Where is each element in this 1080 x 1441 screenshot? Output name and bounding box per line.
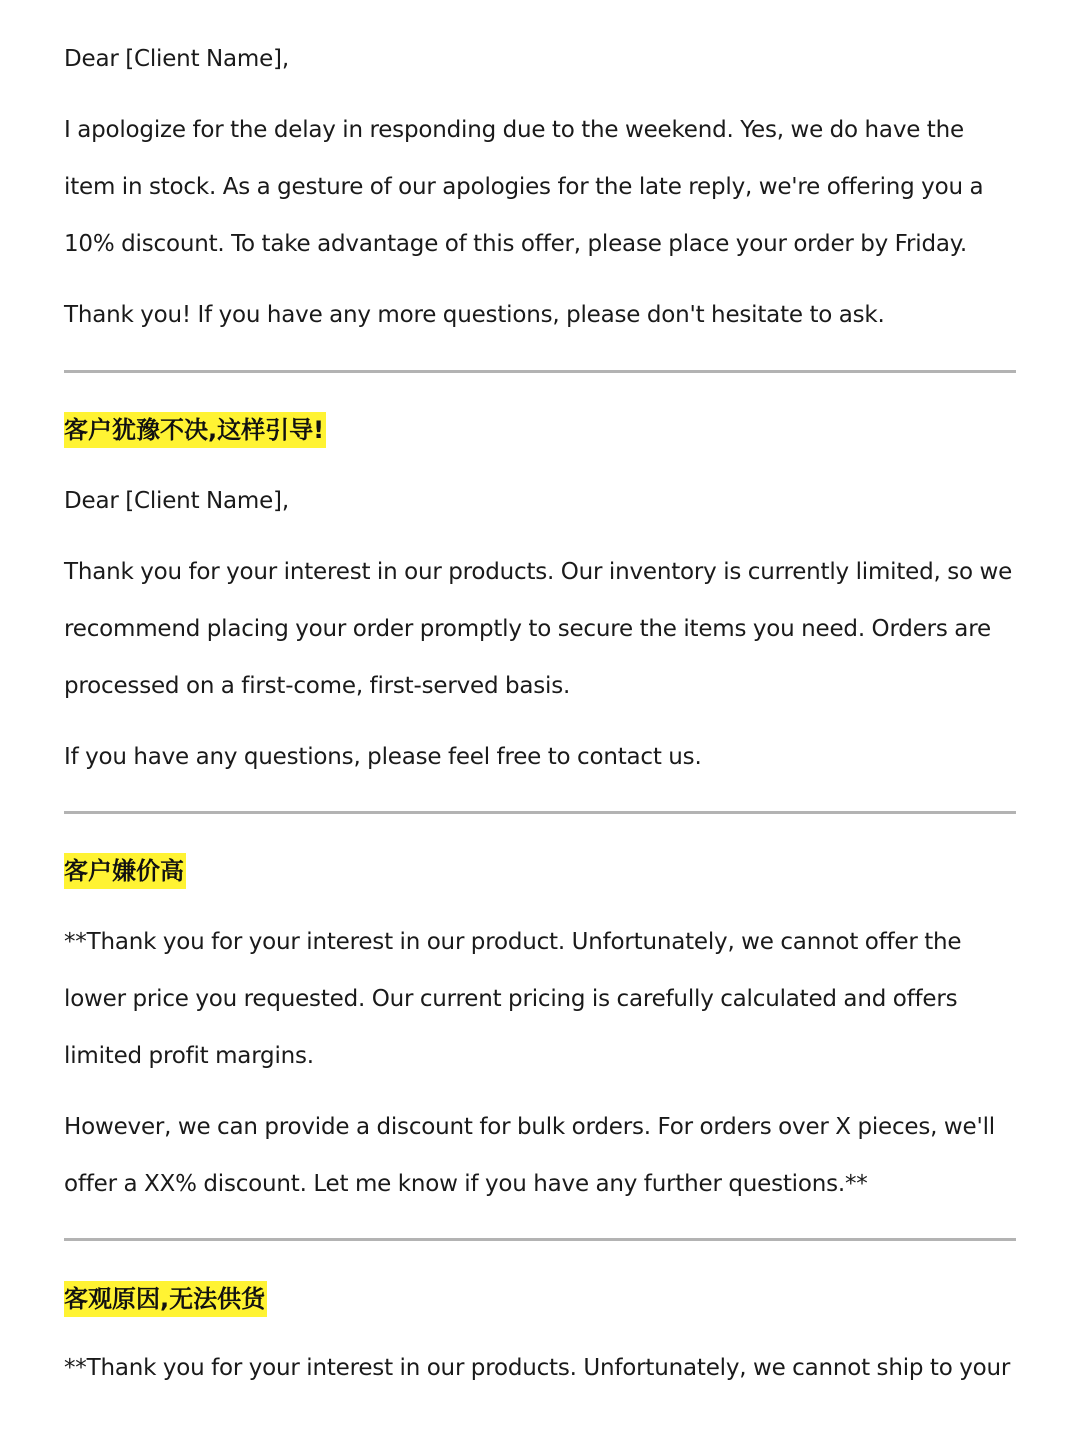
section2-body: Thank you for your interest in our products. Our inventory is currently limited, so we recommend placing your order promptly to secure the items you need. Orders are processed on a first-come, first-served basis. (64, 559, 1013, 699)
section2-heading: 客户犹豫不决,这样引导! (64, 412, 326, 448)
section1-closing: Thank you! If you have any more questions, please don't hesitate to ask. (64, 302, 885, 328)
section-divider (64, 1238, 1016, 1241)
section4-body: **Thank you for your interest in our products. Unfortunately, we cannot ship to your (64, 1355, 1011, 1381)
section2-heading-wrap (64, 412, 326, 448)
section4-heading: 客观原因,无法供货 (64, 1281, 267, 1317)
section4-heading-wrap (64, 1281, 267, 1317)
section3-closing: However, we can provide a discount for bulk orders. For orders over X pieces, we'll offer a XX% discount. Let me know if you have any further questions.** (64, 1114, 995, 1197)
section1-body: I apologize for the delay in responding due to the weekend. Yes, we do have the item in stock. As a gesture of our apologies for the late reply, we're offering you a 10% discount. To take advantage of this offer, please place your order by Friday. (64, 117, 984, 257)
section3-heading-wrap (64, 853, 186, 889)
section1-greeting: Dear [Client Name], (64, 46, 289, 72)
section3-body: **Thank you for your interest in our product. Unfortunately, we cannot offer the lower price you requested. Our current pricing is carefully calculated and offers limited profit margins. (64, 929, 962, 1069)
section2-closing: If you have any questions, please feel free to contact us. (64, 744, 702, 770)
section3-heading: 客户嫌价高 (64, 853, 186, 889)
section2-greeting: Dear [Client Name], (64, 488, 289, 514)
section-divider (64, 811, 1016, 814)
section-divider (64, 370, 1016, 373)
